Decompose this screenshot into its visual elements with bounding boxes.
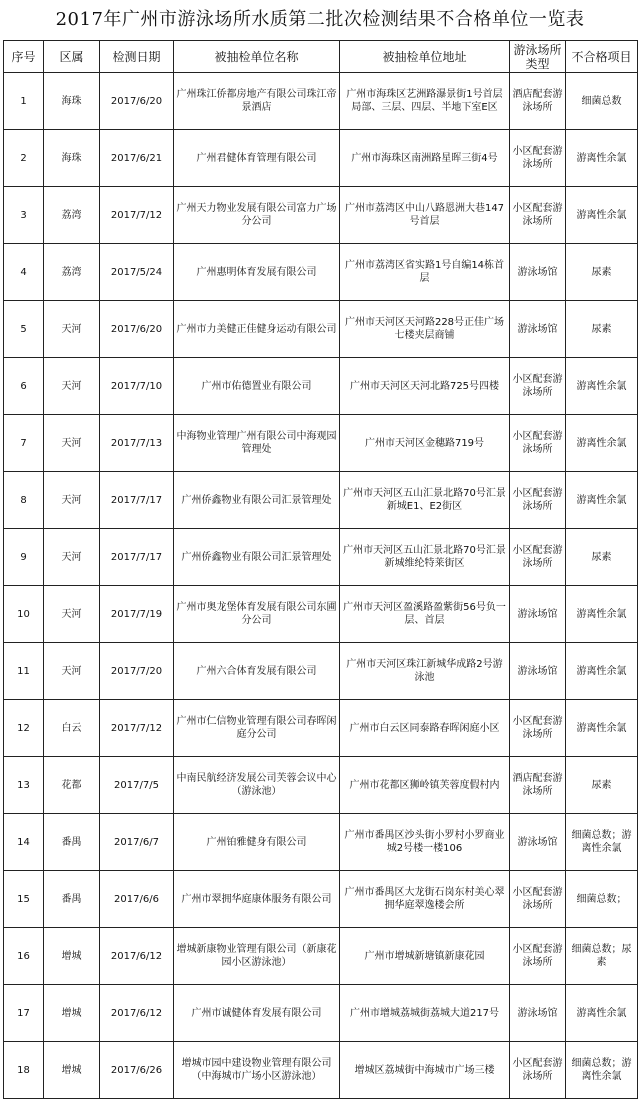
cell-failed-items: 细菌总数；游离性余氯 [566, 814, 638, 871]
cell-district: 增城 [44, 928, 100, 985]
cell-date: 2017/6/26 [100, 1042, 174, 1099]
cell-district: 天河 [44, 586, 100, 643]
cell-unit-address: 增城区荔城街中海城市广场三楼 [340, 1042, 510, 1099]
cell-failed-items: 细菌总数 [566, 73, 638, 130]
cell-district: 海珠 [44, 130, 100, 187]
cell-date: 2017/6/6 [100, 871, 174, 928]
cell-failed-items: 游离性余氯 [566, 985, 638, 1042]
table-row [4, 358, 638, 415]
cell-district: 海珠 [44, 73, 100, 130]
cell-venue-type: 小区配套游泳场所 [510, 130, 566, 187]
cell-district: 天河 [44, 529, 100, 586]
cell-district: 天河 [44, 415, 100, 472]
cell-failed-items: 细菌总数；尿素 [566, 928, 638, 985]
cell-unit-name: 广州市诚健体育发展有限公司 [174, 985, 340, 1042]
cell-date: 2017/6/20 [100, 301, 174, 358]
header-index: 序号 [4, 41, 44, 73]
cell-unit-address: 广州市天河区盈溪路盈紫街56号负一层、首层 [340, 586, 510, 643]
cell-unit-address: 广州市海珠区南洲路星晖三街4号 [340, 130, 510, 187]
cell-index: 7 [4, 415, 44, 472]
cell-venue-type: 小区配套游泳场所 [510, 415, 566, 472]
table-row [4, 586, 638, 643]
header-venue-type: 游泳场所类型 [510, 41, 566, 73]
cell-date: 2017/7/12 [100, 187, 174, 244]
table-row [4, 643, 638, 700]
cell-venue-type: 游泳场馆 [510, 301, 566, 358]
results-table [3, 40, 638, 1099]
cell-unit-name: 广州市仁信物业管理有限公司春晖闲庭分公司 [174, 700, 340, 757]
table-row [4, 244, 638, 301]
cell-unit-address: 广州市天河区五山汇景北路70号汇景新城维纶特莱街区 [340, 529, 510, 586]
table-row [4, 757, 638, 814]
table-row [4, 928, 638, 985]
cell-date: 2017/7/10 [100, 358, 174, 415]
cell-index: 3 [4, 187, 44, 244]
table-row [4, 301, 638, 358]
cell-unit-name: 广州惠明体育发展有限公司 [174, 244, 340, 301]
cell-unit-address: 广州市荔湾区省实路1号自编14栋首层 [340, 244, 510, 301]
cell-venue-type: 小区配套游泳场所 [510, 358, 566, 415]
cell-failed-items: 细菌总数；游离性余氯 [566, 1042, 638, 1099]
cell-index: 18 [4, 1042, 44, 1099]
cell-unit-address: 广州市花都区狮岭镇芙蓉度假村内 [340, 757, 510, 814]
header-district: 区属 [44, 41, 100, 73]
table-row [4, 415, 638, 472]
cell-district: 荔湾 [44, 187, 100, 244]
cell-district: 花都 [44, 757, 100, 814]
table-header-row [4, 41, 638, 73]
cell-unit-name: 广州天力物业发展有限公司富力广场分公司 [174, 187, 340, 244]
cell-date: 2017/6/12 [100, 985, 174, 1042]
cell-unit-name: 增城市园中建设物业管理有限公司（中海城市广场小区游泳池） [174, 1042, 340, 1099]
cell-index: 4 [4, 244, 44, 301]
cell-district: 番禺 [44, 871, 100, 928]
cell-unit-name: 广州市奥龙堡体育发展有限公司东圃分公司 [174, 586, 340, 643]
cell-unit-address: 广州市天河区珠江新城华成路2号游泳池 [340, 643, 510, 700]
cell-venue-type: 游泳场馆 [510, 643, 566, 700]
cell-venue-type: 小区配套游泳场所 [510, 928, 566, 985]
table-row [4, 871, 638, 928]
page-title: 2017年广州市游泳场所水质第二批次检测结果不合格单位一览表 [55, 9, 585, 30]
cell-date: 2017/6/7 [100, 814, 174, 871]
header-date: 检测日期 [100, 41, 174, 73]
cell-venue-type: 游泳场馆 [510, 985, 566, 1042]
table-row [4, 814, 638, 871]
cell-index: 6 [4, 358, 44, 415]
cell-venue-type: 游泳场馆 [510, 244, 566, 301]
table-row [4, 130, 638, 187]
cell-unit-address: 广州市天河区金穗路719号 [340, 415, 510, 472]
cell-venue-type: 酒店配套游泳场所 [510, 757, 566, 814]
cell-venue-type: 小区配套游泳场所 [510, 871, 566, 928]
cell-district: 天河 [44, 643, 100, 700]
cell-district: 增城 [44, 1042, 100, 1099]
table-row [4, 472, 638, 529]
cell-index: 10 [4, 586, 44, 643]
cell-venue-type: 小区配套游泳场所 [510, 187, 566, 244]
cell-date: 2017/7/5 [100, 757, 174, 814]
table-row [4, 700, 638, 757]
cell-failed-items: 游离性余氯 [566, 586, 638, 643]
cell-unit-address: 广州市增城荔城街荔城大道217号 [340, 985, 510, 1042]
cell-unit-address: 广州市荔湾区中山八路恩洲大巷147号首层 [340, 187, 510, 244]
table-row [4, 73, 638, 130]
cell-venue-type: 小区配套游泳场所 [510, 1042, 566, 1099]
cell-failed-items: 游离性余氯 [566, 187, 638, 244]
header-unit-name: 被抽检单位名称 [174, 41, 340, 73]
cell-failed-items: 细菌总数； [566, 871, 638, 928]
cell-failed-items: 游离性余氯 [566, 472, 638, 529]
cell-failed-items: 尿素 [566, 529, 638, 586]
cell-unit-name: 广州市翠拥华庭康体服务有限公司 [174, 871, 340, 928]
cell-date: 2017/7/17 [100, 472, 174, 529]
cell-index: 16 [4, 928, 44, 985]
cell-failed-items: 尿素 [566, 757, 638, 814]
cell-unit-address: 广州市番禺区沙头街小罗村小罗商业城2号楼一楼106 [340, 814, 510, 871]
cell-district: 白云 [44, 700, 100, 757]
cell-unit-name: 广州铂雅健身有限公司 [174, 814, 340, 871]
cell-unit-address: 广州市天河区五山汇景北路70号汇景新城E1、E2街区 [340, 472, 510, 529]
cell-venue-type: 小区配套游泳场所 [510, 472, 566, 529]
cell-district: 天河 [44, 472, 100, 529]
cell-failed-items: 游离性余氯 [566, 130, 638, 187]
cell-district: 增城 [44, 985, 100, 1042]
cell-failed-items: 游离性余氯 [566, 643, 638, 700]
table-row [4, 985, 638, 1042]
cell-failed-items: 尿素 [566, 301, 638, 358]
cell-failed-items: 游离性余氯 [566, 700, 638, 757]
cell-unit-name: 广州侨鑫物业有限公司汇景管理处 [174, 529, 340, 586]
table-row [4, 1042, 638, 1099]
cell-failed-items: 游离性余氯 [566, 415, 638, 472]
cell-district: 番禺 [44, 814, 100, 871]
cell-date: 2017/7/19 [100, 586, 174, 643]
cell-unit-name: 广州君健体育管理有限公司 [174, 130, 340, 187]
cell-date: 2017/6/12 [100, 928, 174, 985]
cell-unit-name: 广州六合体育发展有限公司 [174, 643, 340, 700]
cell-unit-address: 广州市天河区天河路228号正佳广场七楼夹层商铺 [340, 301, 510, 358]
cell-unit-address: 广州市白云区同泰路春晖闲庭小区 [340, 700, 510, 757]
cell-venue-type: 小区配套游泳场所 [510, 529, 566, 586]
cell-index: 8 [4, 472, 44, 529]
cell-index: 17 [4, 985, 44, 1042]
cell-unit-name: 增城新康物业管理有限公司（新康花园小区游泳池） [174, 928, 340, 985]
cell-index: 12 [4, 700, 44, 757]
cell-index: 13 [4, 757, 44, 814]
cell-unit-name: 广州市佑德置业有限公司 [174, 358, 340, 415]
cell-district: 天河 [44, 301, 100, 358]
cell-district: 天河 [44, 358, 100, 415]
cell-index: 2 [4, 130, 44, 187]
cell-unit-name: 广州市力美健正佳健身运动有限公司 [174, 301, 340, 358]
header-unit-address: 被抽检单位地址 [340, 41, 510, 73]
cell-index: 11 [4, 643, 44, 700]
cell-date: 2017/7/17 [100, 529, 174, 586]
cell-index: 9 [4, 529, 44, 586]
cell-venue-type: 游泳场馆 [510, 814, 566, 871]
cell-unit-name: 广州侨鑫物业有限公司汇景管理处 [174, 472, 340, 529]
cell-index: 15 [4, 871, 44, 928]
cell-unit-address: 广州市海珠区艺洲路瀑景街1号首层局部、三层、四层、半地下室E区 [340, 73, 510, 130]
cell-date: 2017/5/24 [100, 244, 174, 301]
cell-venue-type: 游泳场馆 [510, 586, 566, 643]
cell-unit-address: 广州市天河区天河北路725号四楼 [340, 358, 510, 415]
table-row [4, 187, 638, 244]
cell-date: 2017/7/20 [100, 643, 174, 700]
cell-unit-address: 广州市增城新塘镇新康花园 [340, 928, 510, 985]
cell-unit-address: 广州市番禺区大龙街石岗东村美心翠拥华庭翠逸楼会所 [340, 871, 510, 928]
cell-failed-items: 尿素 [566, 244, 638, 301]
cell-failed-items: 游离性余氯 [566, 358, 638, 415]
cell-unit-name: 中海物业管理广州有限公司中海观园管理处 [174, 415, 340, 472]
cell-index: 14 [4, 814, 44, 871]
cell-date: 2017/7/13 [100, 415, 174, 472]
cell-date: 2017/7/12 [100, 700, 174, 757]
table-body [4, 73, 638, 1099]
cell-district: 荔湾 [44, 244, 100, 301]
cell-unit-name: 广州珠江侨都房地产有限公司珠江帝景酒店 [174, 73, 340, 130]
cell-index: 5 [4, 301, 44, 358]
cell-date: 2017/6/20 [100, 73, 174, 130]
cell-venue-type: 小区配套游泳场所 [510, 700, 566, 757]
cell-unit-name: 中南民航经济发展公司芙蓉会议中心（游泳池） [174, 757, 340, 814]
header-failed-items: 不合格项目 [566, 41, 638, 73]
cell-index: 1 [4, 73, 44, 130]
cell-date: 2017/6/21 [100, 130, 174, 187]
cell-venue-type: 酒店配套游泳场所 [510, 73, 566, 130]
table-row [4, 529, 638, 586]
